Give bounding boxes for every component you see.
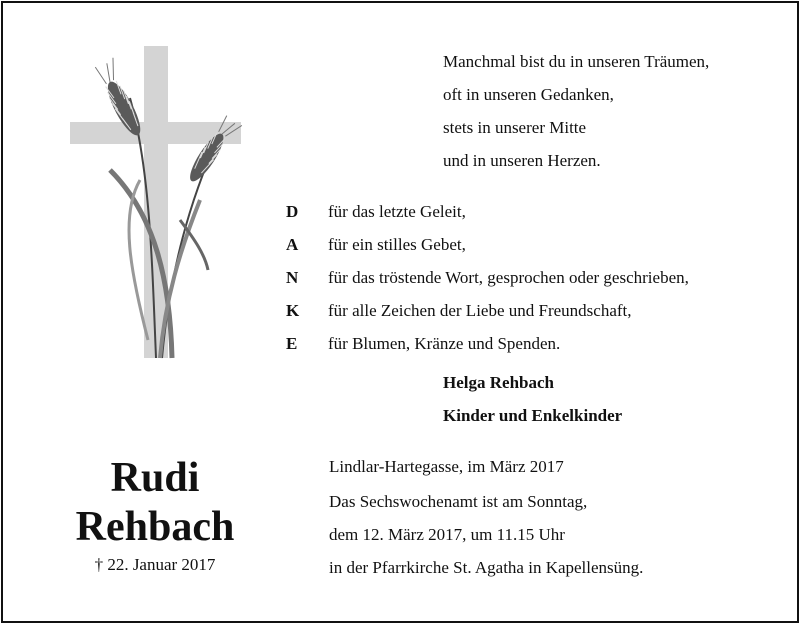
danke-letter: E	[286, 334, 298, 353]
danke-text: für ein stilles Gebet,	[328, 235, 466, 254]
danke-row	[286, 294, 689, 327]
poem-line: und in unseren Herzen.	[443, 151, 601, 170]
danke-letter: D	[286, 202, 299, 221]
danke-letter: A	[286, 235, 299, 254]
danke-text: für das letzte Geleit,	[328, 202, 466, 221]
danke-text: für Blumen, Kränze und Spenden.	[328, 334, 561, 353]
deceased-first-name: Rudi	[110, 455, 200, 501]
poem	[443, 45, 709, 177]
poem-line: oft in unseren Gedanken,	[443, 85, 614, 104]
danke-text: für alle Zeichen der Liebe und Freundschaft,	[328, 301, 632, 320]
mass-line: dem 12. März 2017, um 11.15 Uhr	[329, 525, 565, 544]
cross-with-wheat-icon	[60, 40, 250, 370]
deceased-last-name: Rehbach	[75, 504, 235, 550]
location-date: Lindlar-Hartegasse, im März 2017	[329, 457, 564, 476]
death-date: † 22. Januar 2017	[94, 555, 216, 574]
danke-text: für das tröstende Wort, gesprochen oder geschrieben,	[328, 268, 689, 287]
danke-letter: K	[286, 301, 300, 320]
poem-line: stets in unserer Mitte	[443, 118, 587, 137]
danke-letter: N	[286, 268, 299, 287]
danke-row	[286, 195, 689, 228]
mass-line: in der Pfarrkirche St. Agatha in Kapellensüng.	[329, 558, 644, 577]
mass-line: Das Sechswochenamt ist am Sonntag,	[329, 492, 588, 511]
signer-family: Kinder und Enkelkinder	[443, 406, 623, 425]
signers	[443, 366, 622, 432]
poem-line: Manchmal bist du in unseren Träumen,	[443, 52, 710, 71]
danke-row	[286, 228, 689, 261]
signer-name: Helga Rehbach	[443, 373, 554, 392]
danke-row	[286, 327, 689, 360]
danke-row	[286, 261, 689, 294]
danke-list	[286, 195, 689, 360]
mass-announcement	[329, 485, 643, 584]
